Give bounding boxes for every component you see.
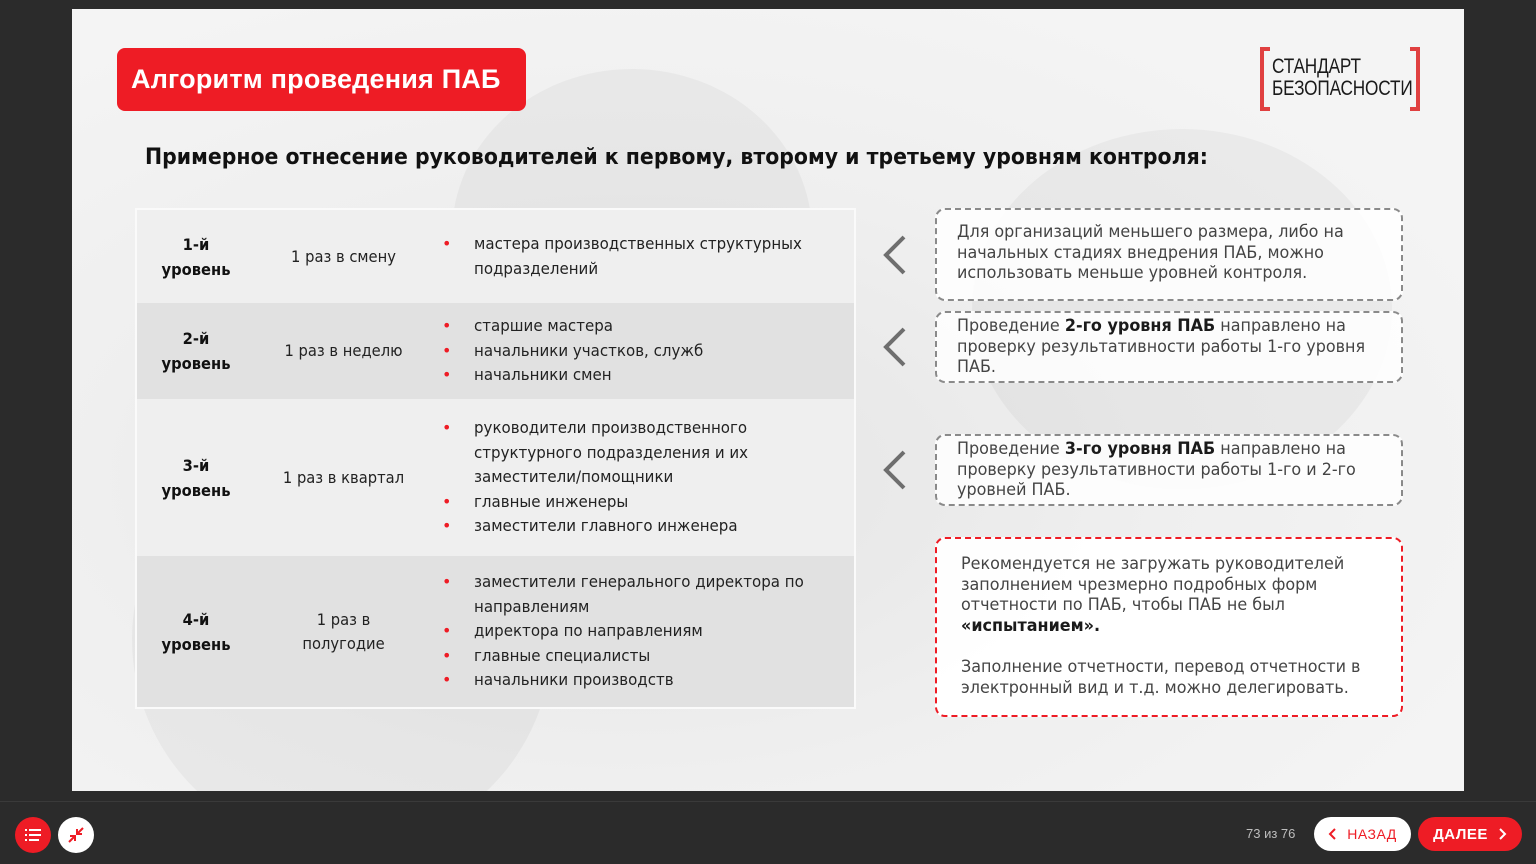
- chevron-left-icon: [880, 325, 912, 369]
- list-item: • главные инженеры: [442, 490, 854, 515]
- frequency-cell: [262, 466, 425, 490]
- note-level-3: [935, 434, 1403, 506]
- roles-cell: [432, 416, 854, 539]
- list-item-continuation: заместители/помощники: [474, 467, 674, 487]
- level-word: уровень: [161, 480, 231, 500]
- chevron-left-icon: [880, 448, 912, 492]
- note-text: Рекомендуется не загружать руководителей заполнением чрезмерно подробных форм отчетности по ПАБ, чтобы ПАБ не был «испытанием». Заполнение отчетности, перевод отчетности в электронный вид и т.д. можно делегировать.: [961, 554, 1361, 698]
- bullet-icon: •: [442, 645, 452, 665]
- slide-title: Алгоритм проведения ПАБ: [117, 48, 526, 111]
- list-item: • мастера производственных структурных: [442, 232, 854, 257]
- level-cell: [142, 232, 251, 282]
- chevron-left-icon: [880, 233, 912, 277]
- menu-button[interactable]: [15, 817, 51, 853]
- level-word: уровень: [161, 259, 231, 279]
- note-text: Проведение 2-го уровня ПАБ направлено на проверку результативности работы 1-го уровня ПАБ.: [957, 316, 1366, 377]
- frequency-text: 1 раз в квартал: [282, 467, 405, 487]
- table-row: [137, 303, 854, 399]
- table-row: [137, 210, 854, 303]
- list-item: • начальники участков, служб: [442, 339, 854, 364]
- logo-left-bracket: [1260, 47, 1270, 111]
- list-item: • начальники производств: [442, 668, 854, 693]
- bullet-icon: •: [442, 316, 452, 336]
- next-label: ДАЛЕЕ: [1433, 825, 1488, 843]
- bullet-icon: •: [442, 670, 452, 690]
- list-item: • руководители производственного: [442, 416, 854, 441]
- note-smaller-organizations: [935, 208, 1403, 301]
- table-row: [137, 399, 854, 556]
- level-number: 4-й: [182, 609, 210, 629]
- slide-subtitle: Примерное отнесение руководителей к первому, второму и третьему уровням контроля:: [145, 145, 1208, 170]
- roles-cell: [432, 570, 854, 693]
- level-cell: [142, 453, 251, 503]
- frequency-text: 1 раз в неделю: [284, 341, 403, 360]
- chevron-left-icon: [1328, 828, 1337, 840]
- level-number: 1-й: [182, 234, 210, 254]
- note-level-2: [935, 311, 1403, 383]
- roles-cell: [432, 232, 854, 281]
- level-cell: [142, 326, 251, 376]
- list-icon: [25, 828, 41, 842]
- list-item: • заместители генерального директора по: [442, 570, 854, 595]
- level-word: уровень: [161, 354, 231, 373]
- logo-line-1: СТАНДАРТ: [1272, 55, 1361, 78]
- frequency-cell: [262, 608, 425, 656]
- frequency-text: 1 раз в: [316, 609, 371, 629]
- player-controls-bar: [0, 801, 1536, 864]
- back-button[interactable]: [1314, 817, 1411, 851]
- logo: [1260, 47, 1420, 111]
- bullet-icon: •: [442, 418, 452, 438]
- roles-cell: [432, 314, 854, 388]
- note-text: Для организаций меньшего размера, либо на начальных стадиях внедрения ПАБ, можно использовать меньше уровней контроля.: [957, 222, 1344, 283]
- bullet-icon: •: [442, 365, 452, 385]
- list-item: • заместители главного инженера: [442, 514, 854, 539]
- next-button[interactable]: [1418, 817, 1522, 851]
- frequency-cell: [262, 339, 425, 363]
- list-item: • начальники смен: [442, 363, 854, 388]
- back-label: НАЗАД: [1347, 826, 1397, 842]
- list-item: • директора по направлениям: [442, 619, 854, 644]
- level-cell: [142, 607, 251, 657]
- bullet-icon: •: [442, 516, 452, 536]
- bullet-icon: •: [442, 572, 452, 592]
- bullet-icon: •: [442, 491, 452, 511]
- table-row: [137, 556, 854, 707]
- frequency-cell: [262, 245, 425, 269]
- list-item-continuation: подразделений: [474, 258, 599, 278]
- exit-fullscreen-button[interactable]: [58, 817, 94, 853]
- level-number: 2-й: [182, 329, 210, 348]
- note-recommendation: [935, 537, 1403, 717]
- frequency-text: полугодие: [302, 633, 385, 653]
- frequency-text: 1 раз в смену: [291, 246, 396, 266]
- bullet-icon: •: [442, 234, 452, 253]
- bullet-icon: •: [442, 340, 452, 360]
- chevron-right-icon: [1498, 828, 1507, 840]
- list-item-continuation: структурного подразделения и их: [474, 442, 749, 462]
- note-text: Проведение 3-го уровня ПАБ направлено на проверку результативности работы 1-го и 2-го уровней ПАБ.: [957, 439, 1356, 500]
- page-counter: 73 из 76: [1246, 826, 1296, 841]
- logo-text: [1272, 56, 1413, 100]
- logo-line-2: БЕЗОПАСНОСТИ: [1272, 77, 1413, 100]
- level-word: уровень: [161, 634, 231, 654]
- bullet-icon: •: [442, 621, 452, 641]
- list-item: • старшие мастера: [442, 314, 854, 339]
- slide: [72, 9, 1464, 791]
- collapse-arrows-icon: [67, 826, 85, 844]
- control-levels-table: [135, 208, 856, 709]
- level-number: 3-й: [182, 455, 210, 475]
- list-item-continuation: направлениям: [474, 596, 590, 616]
- list-item: • главные специалисты: [442, 644, 854, 669]
